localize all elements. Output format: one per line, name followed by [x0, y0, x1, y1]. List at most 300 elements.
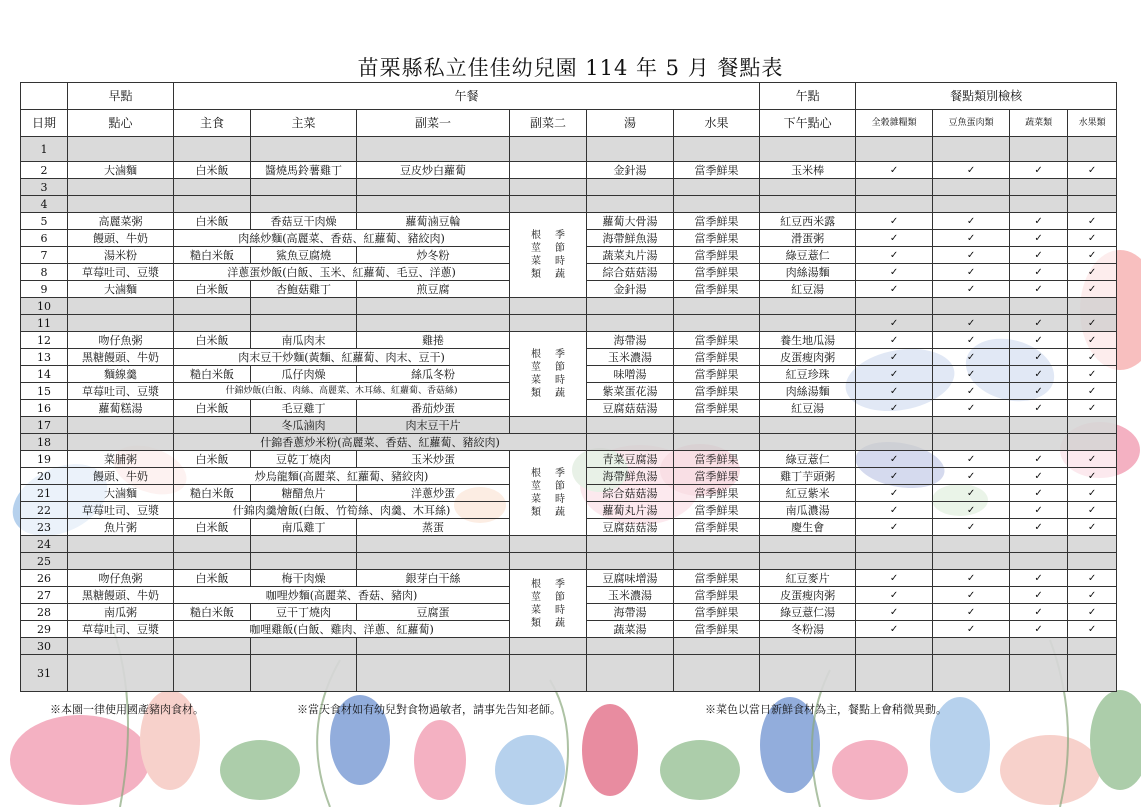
side2-cell	[510, 162, 587, 179]
day-cell: 8	[21, 264, 68, 281]
check-cell-1: ✓	[856, 400, 933, 417]
day-cell: 10	[21, 298, 68, 315]
breakfast-cell	[68, 638, 174, 655]
check-cell-1: ✓	[856, 451, 933, 468]
check-cell-3	[1010, 434, 1068, 451]
col-dish: 主菜	[251, 110, 357, 137]
breakfast-cell	[68, 298, 174, 315]
check-cell-3: ✓	[1010, 400, 1068, 417]
side1-cell	[357, 638, 510, 655]
check-cell-3: ✓	[1010, 604, 1068, 621]
check-cell-1	[856, 196, 933, 213]
check-cell-2: ✓	[933, 230, 1010, 247]
check-cell-4	[1068, 417, 1117, 434]
check-cell-1: ✓	[856, 315, 933, 332]
check-cell-2	[933, 417, 1010, 434]
main-cell: 糙白米飯	[174, 604, 251, 621]
check-cell-4: ✓	[1068, 485, 1117, 502]
veg-label-column: 季 節 時 蔬	[555, 230, 565, 280]
check-cell-4: ✓	[1068, 213, 1117, 230]
check-cell-1: ✓	[856, 485, 933, 502]
check-cell-4	[1068, 196, 1117, 213]
snack-cell: 紅豆湯	[760, 281, 856, 298]
merged-meal-cell: 肉絲炒麵(高麗菜、香菇、紅蘿蔔、豬絞肉)	[174, 230, 510, 247]
check-cell-1: ✓	[856, 587, 933, 604]
snack-cell: 綠豆薏仁	[760, 451, 856, 468]
day-cell: 3	[21, 179, 68, 196]
table-row	[21, 162, 1117, 179]
day-cell: 17	[21, 417, 68, 434]
check-cell-2: ✓	[933, 162, 1010, 179]
check-cell-4	[1068, 638, 1117, 655]
check-cell-4: ✓	[1068, 162, 1117, 179]
veg-label-column: 根 莖 菜 類	[531, 578, 541, 629]
fruit-cell: 當季鮮果	[674, 587, 760, 604]
check-cell-3: ✓	[1010, 383, 1068, 400]
soup-cell: 海帶鮮魚湯	[587, 230, 674, 247]
day-cell: 5	[21, 213, 68, 230]
table-row	[21, 298, 1117, 315]
check-cell-2: ✓	[933, 621, 1010, 638]
snack-cell	[760, 553, 856, 570]
dish-cell: 糖醋魚片	[251, 485, 357, 502]
main-cell: 白米飯	[174, 519, 251, 536]
veg-label	[510, 348, 586, 400]
main-cell	[174, 137, 251, 162]
side2-veg-cell	[510, 213, 587, 298]
check-cell-2: ✓	[933, 213, 1010, 230]
main-cell	[174, 536, 251, 553]
snack-cell: 雞丁芋頭粥	[760, 468, 856, 485]
fruit-cell: 當季鮮果	[674, 400, 760, 417]
breakfast-cell: 麵線羹	[68, 366, 174, 383]
meal-table	[20, 82, 1117, 692]
snack-cell: 南瓜濃湯	[760, 502, 856, 519]
check-cell-2: ✓	[933, 468, 1010, 485]
breakfast-cell: 湯米粉	[68, 247, 174, 264]
fruit-cell	[674, 655, 760, 692]
breakfast-cell	[68, 137, 174, 162]
soup-cell: 海帶湯	[587, 332, 674, 349]
dish-cell	[251, 638, 357, 655]
dish-cell: 梅干肉燥	[251, 570, 357, 587]
check-cell-3	[1010, 553, 1068, 570]
side2-cell	[510, 655, 587, 692]
fruit-cell: 當季鮮果	[674, 213, 760, 230]
day-cell: 27	[21, 587, 68, 604]
col-c3: 蔬菜類	[1010, 110, 1068, 137]
check-cell-1	[856, 536, 933, 553]
check-cell-2: ✓	[933, 400, 1010, 417]
main-cell	[174, 417, 251, 434]
check-cell-1: ✓	[856, 230, 933, 247]
check-cell-2	[933, 553, 1010, 570]
check-cell-1	[856, 298, 933, 315]
side2-cell	[510, 298, 587, 315]
check-cell-1: ✓	[856, 247, 933, 264]
dish-cell	[251, 315, 357, 332]
check-cell-3	[1010, 196, 1068, 213]
fruit-cell: 當季鮮果	[674, 366, 760, 383]
breakfast-cell: 菜脯粥	[68, 451, 174, 468]
check-cell-3: ✓	[1010, 366, 1068, 383]
fruit-cell: 當季鮮果	[674, 281, 760, 298]
breakfast-cell	[68, 655, 174, 692]
check-cell-3	[1010, 179, 1068, 196]
snack-cell: 皮蛋瘦肉粥	[760, 587, 856, 604]
check-cell-3: ✓	[1010, 621, 1068, 638]
main-cell	[174, 298, 251, 315]
side1-cell: 蒸蛋	[357, 519, 510, 536]
day-cell: 7	[21, 247, 68, 264]
soup-cell: 海帶湯	[587, 604, 674, 621]
snack-cell	[760, 417, 856, 434]
check-cell-2: ✓	[933, 519, 1010, 536]
table-row	[21, 655, 1117, 692]
main-cell: 糙白米飯	[174, 366, 251, 383]
fruit-cell: 當季鮮果	[674, 570, 760, 587]
check-cell-1: ✓	[856, 213, 933, 230]
header-blank	[21, 83, 68, 110]
side1-cell: 絲瓜冬粉	[357, 366, 510, 383]
breakfast-cell: 黑糖饅頭、牛奶	[68, 349, 174, 366]
check-cell-4	[1068, 179, 1117, 196]
check-cell-3: ✓	[1010, 485, 1068, 502]
check-cell-2	[933, 536, 1010, 553]
table-row	[21, 213, 1117, 230]
breakfast-cell: 草莓吐司、豆漿	[68, 502, 174, 519]
day-cell: 11	[21, 315, 68, 332]
breakfast-cell: 吻仔魚粥	[68, 570, 174, 587]
day-cell: 12	[21, 332, 68, 349]
soup-cell: 玉米濃湯	[587, 587, 674, 604]
soup-cell	[587, 434, 674, 451]
check-cell-4: ✓	[1068, 587, 1117, 604]
main-cell	[174, 315, 251, 332]
dish-cell: 杏鮑菇雞丁	[251, 281, 357, 298]
col-c2: 豆魚蛋肉類	[933, 110, 1010, 137]
snack-cell	[760, 196, 856, 213]
breakfast-cell: 黑糖饅頭、牛奶	[68, 587, 174, 604]
breakfast-cell	[68, 196, 174, 213]
check-cell-4	[1068, 298, 1117, 315]
soup-cell	[587, 315, 674, 332]
check-cell-3: ✓	[1010, 281, 1068, 298]
check-cell-2: ✓	[933, 264, 1010, 281]
check-cell-3: ✓	[1010, 349, 1068, 366]
side1-cell: 番茄炒蛋	[357, 400, 510, 417]
breakfast-cell: 草莓吐司、豆漿	[68, 383, 174, 400]
fruit-cell: 當季鮮果	[674, 383, 760, 400]
soup-cell: 豆腐菇菇湯	[587, 519, 674, 536]
main-cell	[174, 553, 251, 570]
col-soup: 湯	[587, 110, 674, 137]
day-cell: 1	[21, 137, 68, 162]
merged-meal-cell: 什錦炒飯(白飯、肉絲、高麗菜、木耳絲、紅蘿蔔、香菇絲)	[174, 383, 510, 400]
side1-cell	[357, 298, 510, 315]
side1-cell: 蘿蔔滷豆輪	[357, 213, 510, 230]
check-cell-4: ✓	[1068, 366, 1117, 383]
col-breakfast: 點心	[68, 110, 174, 137]
side1-cell	[357, 196, 510, 213]
snack-cell: 皮蛋瘦肉粥	[760, 349, 856, 366]
snack-cell: 紅豆西米露	[760, 213, 856, 230]
snack-cell: 綠豆薏仁湯	[760, 604, 856, 621]
header-row-1	[21, 83, 1117, 110]
table-row	[21, 434, 1117, 451]
dish-cell: 醬燒馬鈴薯雞丁	[251, 162, 357, 179]
fruit-cell	[674, 196, 760, 213]
header-lunch: 午餐	[174, 83, 760, 110]
header-check: 餐點類別檢核	[856, 83, 1117, 110]
fruit-cell: 當季鮮果	[674, 519, 760, 536]
header-snack: 午點	[760, 83, 856, 110]
check-cell-1: ✓	[856, 366, 933, 383]
breakfast-cell	[68, 179, 174, 196]
check-cell-4: ✓	[1068, 281, 1117, 298]
merged-meal-cell: 咖哩炒麵(高麗菜、香菇、豬肉)	[174, 587, 510, 604]
day-cell: 9	[21, 281, 68, 298]
check-cell-3	[1010, 655, 1068, 692]
side1-cell: 豆腐蛋	[357, 604, 510, 621]
snack-cell: 紅豆紫米	[760, 485, 856, 502]
check-cell-1: ✓	[856, 502, 933, 519]
soup-cell	[587, 196, 674, 213]
fruit-cell: 當季鮮果	[674, 621, 760, 638]
snack-cell: 養生地瓜湯	[760, 332, 856, 349]
main-cell	[174, 179, 251, 196]
table-row	[21, 417, 1117, 434]
dish-cell: 冬瓜滷肉	[251, 417, 357, 434]
fruit-cell	[674, 638, 760, 655]
check-cell-2	[933, 137, 1010, 162]
check-cell-4: ✓	[1068, 604, 1117, 621]
snack-cell	[760, 536, 856, 553]
veg-label-column: 根 莖 菜 類	[531, 349, 541, 399]
dish-cell: 毛豆雞丁	[251, 400, 357, 417]
soup-cell: 蔬菜丸片湯	[587, 247, 674, 264]
soup-cell	[587, 298, 674, 315]
check-cell-3	[1010, 417, 1068, 434]
check-cell-2: ✓	[933, 366, 1010, 383]
day-cell: 24	[21, 536, 68, 553]
dish-cell: 瓜仔肉燥	[251, 366, 357, 383]
dish-cell	[251, 196, 357, 213]
fruit-cell	[674, 179, 760, 196]
side2-cell	[510, 137, 587, 162]
col-side1: 副菜一	[357, 110, 510, 137]
main-cell: 白米飯	[174, 162, 251, 179]
soup-cell: 蔬菜湯	[587, 621, 674, 638]
side1-cell: 炒冬粉	[357, 247, 510, 264]
side1-cell	[357, 179, 510, 196]
snack-cell	[760, 315, 856, 332]
check-cell-1: ✓	[856, 383, 933, 400]
snack-cell: 紅豆湯	[760, 400, 856, 417]
check-cell-4: ✓	[1068, 451, 1117, 468]
check-cell-3: ✓	[1010, 264, 1068, 281]
check-cell-3: ✓	[1010, 230, 1068, 247]
veg-label-column: 季 節 時 蔬	[555, 349, 565, 399]
breakfast-cell: 大滷麵	[68, 485, 174, 502]
day-cell: 16	[21, 400, 68, 417]
main-cell: 白米飯	[174, 332, 251, 349]
snack-cell	[760, 179, 856, 196]
side1-cell: 肉末豆干片	[357, 417, 510, 434]
check-cell-3	[1010, 137, 1068, 162]
snack-cell	[760, 638, 856, 655]
soup-cell: 綜合菇菇湯	[587, 485, 674, 502]
side2-cell	[510, 196, 587, 213]
check-cell-1	[856, 137, 933, 162]
side1-cell: 玉米炒蛋	[357, 451, 510, 468]
soup-cell: 青菜豆腐湯	[587, 451, 674, 468]
check-cell-4: ✓	[1068, 621, 1117, 638]
check-cell-4: ✓	[1068, 519, 1117, 536]
check-cell-1	[856, 553, 933, 570]
soup-cell: 豆腐味增湯	[587, 570, 674, 587]
fruit-cell: 當季鮮果	[674, 230, 760, 247]
snack-cell	[760, 434, 856, 451]
check-cell-1: ✓	[856, 604, 933, 621]
side2-cell	[510, 553, 587, 570]
table-row	[21, 451, 1117, 468]
fruit-cell	[674, 417, 760, 434]
breakfast-cell: 高麗菜粥	[68, 213, 174, 230]
dish-cell: 南瓜雞丁	[251, 519, 357, 536]
main-cell	[174, 196, 251, 213]
check-cell-1	[856, 179, 933, 196]
veg-label-column: 季 節 時 蔬	[555, 468, 565, 518]
soup-cell: 海帶鮮魚湯	[587, 468, 674, 485]
fruit-cell	[674, 315, 760, 332]
check-cell-3: ✓	[1010, 570, 1068, 587]
day-cell: 20	[21, 468, 68, 485]
fruit-cell: 當季鮮果	[674, 485, 760, 502]
check-cell-1: ✓	[856, 468, 933, 485]
day-cell: 14	[21, 366, 68, 383]
fruit-cell	[674, 553, 760, 570]
check-cell-4: ✓	[1068, 315, 1117, 332]
main-cell: 白米飯	[174, 570, 251, 587]
fruit-cell	[674, 434, 760, 451]
snack-cell	[760, 655, 856, 692]
breakfast-cell: 草莓吐司、豆漿	[68, 621, 174, 638]
check-cell-2: ✓	[933, 315, 1010, 332]
breakfast-cell	[68, 536, 174, 553]
breakfast-cell	[68, 434, 174, 451]
footer-note-allergy: ※當天食材如有幼兒對食物過敏者，請事先告知老師。	[297, 703, 561, 716]
header-breakfast: 早點	[68, 83, 174, 110]
table-row	[21, 536, 1117, 553]
main-cell: 白米飯	[174, 213, 251, 230]
col-day: 日期	[21, 110, 68, 137]
page-title: 苗栗縣私立佳佳幼兒園 114 年 5 月 餐點表	[357, 56, 784, 80]
snack-cell: 冬粉湯	[760, 621, 856, 638]
day-cell: 29	[21, 621, 68, 638]
soup-cell: 豆腐菇菇湯	[587, 400, 674, 417]
side2-cell	[510, 536, 587, 553]
side2-cell	[510, 638, 587, 655]
check-cell-3	[1010, 536, 1068, 553]
check-cell-2: ✓	[933, 247, 1010, 264]
check-cell-3: ✓	[1010, 315, 1068, 332]
veg-label	[510, 578, 586, 630]
fruit-cell: 當季鮮果	[674, 332, 760, 349]
breakfast-cell	[68, 553, 174, 570]
merged-meal-cell: 肉末豆干炒麵(黃麵、紅蘿蔔、肉末、豆干)	[174, 349, 510, 366]
snack-cell	[760, 137, 856, 162]
soup-cell	[587, 179, 674, 196]
side1-cell	[357, 137, 510, 162]
check-cell-2	[933, 298, 1010, 315]
table-row	[21, 570, 1117, 587]
check-cell-2: ✓	[933, 604, 1010, 621]
check-cell-2	[933, 196, 1010, 213]
check-cell-2	[933, 179, 1010, 196]
check-cell-3: ✓	[1010, 502, 1068, 519]
check-cell-4	[1068, 553, 1117, 570]
check-cell-1	[856, 434, 933, 451]
side1-cell: 洋蔥炒蛋	[357, 485, 510, 502]
side1-cell	[357, 553, 510, 570]
check-cell-1: ✓	[856, 519, 933, 536]
side2-cell	[510, 417, 587, 434]
side1-cell: 銀芽白干絲	[357, 570, 510, 587]
dish-cell	[251, 179, 357, 196]
soup-cell	[587, 536, 674, 553]
footer-note-pork: ※本園一律使用國產豬肉食材。	[50, 703, 204, 716]
snack-cell: 肉絲湯麵	[760, 383, 856, 400]
fruit-cell: 當季鮮果	[674, 247, 760, 264]
snack-cell: 紅豆珍珠	[760, 366, 856, 383]
dish-cell	[251, 298, 357, 315]
col-c4: 水果類	[1068, 110, 1117, 137]
table-row	[21, 332, 1117, 349]
day-cell: 21	[21, 485, 68, 502]
day-cell: 15	[21, 383, 68, 400]
dish-cell	[251, 655, 357, 692]
col-fruit: 水果	[674, 110, 760, 137]
dish-cell	[251, 536, 357, 553]
check-cell-1	[856, 655, 933, 692]
side2-veg-cell	[510, 570, 587, 638]
check-cell-1: ✓	[856, 332, 933, 349]
breakfast-cell: 南瓜粥	[68, 604, 174, 621]
merged-meal-cell: 咖哩雞飯(白飯、雞肉、洋蔥、紅蘿蔔)	[174, 621, 510, 638]
check-cell-1: ✓	[856, 621, 933, 638]
fruit-cell: 當季鮮果	[674, 349, 760, 366]
check-cell-3: ✓	[1010, 451, 1068, 468]
soup-cell	[587, 553, 674, 570]
main-cell: 白米飯	[174, 281, 251, 298]
check-cell-2: ✓	[933, 349, 1010, 366]
snack-cell: 綠豆薏仁	[760, 247, 856, 264]
soup-cell: 金針湯	[587, 281, 674, 298]
soup-cell: 味噌湯	[587, 366, 674, 383]
col-side2: 副菜二	[510, 110, 587, 137]
soup-cell	[587, 137, 674, 162]
breakfast-cell	[68, 315, 174, 332]
fruit-cell: 當季鮮果	[674, 604, 760, 621]
check-cell-4: ✓	[1068, 332, 1117, 349]
fruit-cell: 當季鮮果	[674, 162, 760, 179]
breakfast-cell: 饅頭、牛奶	[68, 468, 174, 485]
veg-label	[510, 467, 586, 519]
check-cell-4	[1068, 655, 1117, 692]
dish-cell: 豆乾丁燒肉	[251, 451, 357, 468]
check-cell-4: ✓	[1068, 383, 1117, 400]
